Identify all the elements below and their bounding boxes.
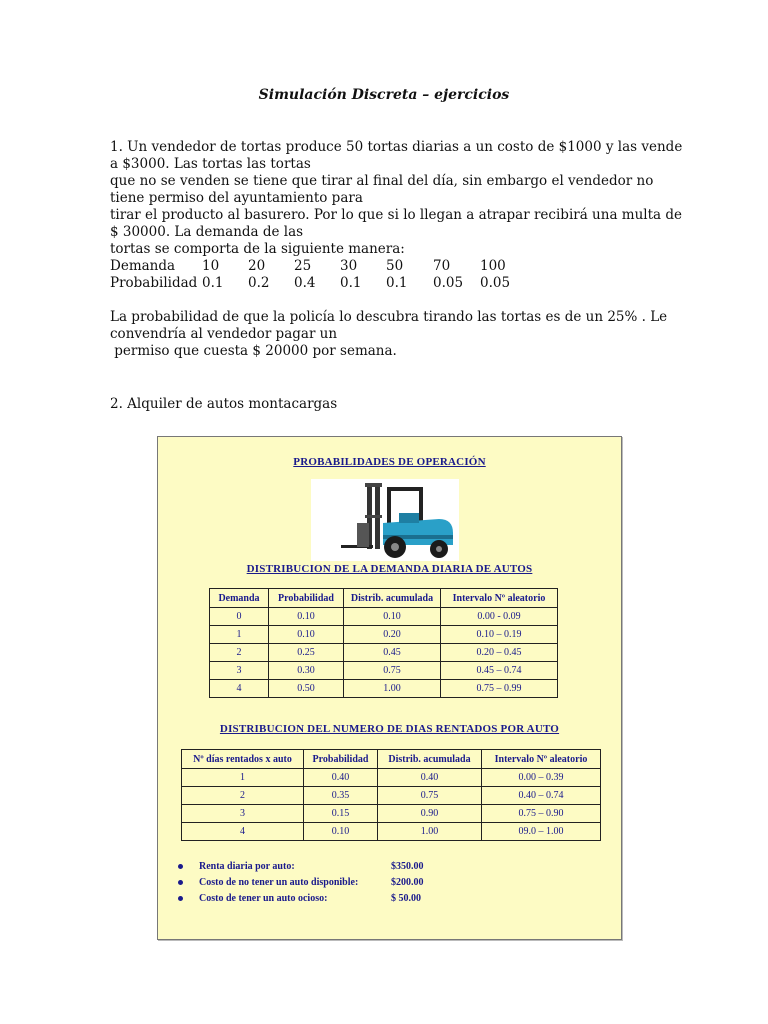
- table-cell: 0.75 – 0.99: [441, 680, 558, 698]
- column-header: Probabilidad: [304, 750, 378, 769]
- cost-value: $350.00: [391, 861, 424, 872]
- text-line: $ 30000. La demanda de las: [110, 224, 304, 240]
- table-cell: 0.10: [344, 608, 441, 626]
- table-header-row: [182, 750, 601, 769]
- page-title: Simulación Discreta – ejercicios: [258, 87, 510, 103]
- bullet-icon: [178, 864, 183, 869]
- table-cell: 0.50: [269, 680, 344, 698]
- table-row: [182, 823, 601, 841]
- table-cell: 0.75 – 0.90: [482, 805, 601, 823]
- table-cell: 0.00 - 0.09: [441, 608, 558, 626]
- demand-value: 100: [480, 257, 506, 274]
- probability-value: 0.1: [202, 274, 224, 291]
- forklift-icon: [311, 479, 459, 561]
- table-cell: 0.40: [304, 769, 378, 787]
- text-line: tirar el producto al basurero. Por lo que si lo llegan a atrapar recibirá una multa de: [110, 207, 682, 223]
- probability-label: Probabilidad: [110, 274, 198, 291]
- table-cell: 0.10: [304, 823, 378, 841]
- demand-value: 25: [294, 257, 312, 274]
- table-row: [210, 644, 558, 662]
- table-cell: 0.40 – 0.74: [482, 787, 601, 805]
- demand-value: 70: [433, 257, 451, 274]
- column-header: Nº días rentados x auto: [182, 750, 304, 769]
- cost-value: $ 50.00: [391, 893, 421, 904]
- probability-row: [110, 274, 510, 291]
- text-line: 2. Alquiler de autos montacargas: [110, 396, 338, 412]
- cost-value: $200.00: [391, 877, 424, 888]
- probability-value: 0.05: [433, 274, 464, 291]
- table-cell: 0.75: [378, 787, 482, 805]
- table-cell: 0.15: [304, 805, 378, 823]
- text-line: convendría al vendedor pagar un: [110, 326, 338, 342]
- table-cell: 0.75: [344, 662, 441, 680]
- forklift-rental-figure: [157, 436, 622, 940]
- table-cell: 0.10: [269, 626, 344, 644]
- table-row: [210, 608, 558, 626]
- column-header: Distrib. acumulada: [344, 589, 441, 608]
- table-cell: 1: [210, 626, 269, 644]
- cost-label: Costo de tener un auto ocioso:: [199, 893, 328, 904]
- table-cell: 0.35: [304, 787, 378, 805]
- bullet-icon: [178, 896, 183, 901]
- exercise-1-text: [110, 139, 683, 258]
- text-line: tiene permiso del ayuntamiento para: [110, 190, 363, 206]
- probability-value: 0.4: [294, 274, 316, 291]
- demand-probability-table: [110, 257, 510, 291]
- probability-value: 0.2: [248, 274, 270, 291]
- panel-heading-probabilities: PROBABILIDADES DE OPERACIÓN: [293, 456, 486, 468]
- table-cell: 0.40: [378, 769, 482, 787]
- table-cell: 2: [182, 787, 304, 805]
- table-cell: 1: [182, 769, 304, 787]
- column-header: Intervalo Nº aleatorio: [441, 589, 558, 608]
- table-cell: 0.45 – 0.74: [441, 662, 558, 680]
- table-row: [210, 662, 558, 680]
- table-cell: 0.90: [378, 805, 482, 823]
- exercise-1-question: [110, 309, 670, 360]
- table-row: [210, 680, 558, 698]
- panel-heading-demand-distribution: DISTRIBUCION DE LA DEMANDA DIARIA DE AUTOS: [246, 563, 533, 575]
- exercise-2-heading: [110, 396, 670, 413]
- table-row: [182, 787, 601, 805]
- table-cell: 4: [210, 680, 269, 698]
- demand-value: 10: [202, 257, 220, 274]
- text-line: 1. Un vendedor de tortas produce 50 tortas diarias a un costo de $1000 y las vende: [110, 139, 683, 155]
- table-row: [210, 626, 558, 644]
- table-cell: 3: [182, 805, 304, 823]
- demand-value: 50: [386, 257, 404, 274]
- cost-label: Costo de no tener un auto disponible:: [199, 877, 359, 888]
- demand-row: [110, 257, 510, 274]
- table-cell: 0.20 – 0.45: [441, 644, 558, 662]
- table-cell: 1.00: [344, 680, 441, 698]
- column-header: Probabilidad: [269, 589, 344, 608]
- text-line: La probabilidad de que la policía lo descubra tirando las tortas es de un 25% . Le: [110, 309, 668, 325]
- table-cell: 3: [210, 662, 269, 680]
- table-cell: 1.00: [378, 823, 482, 841]
- panel-heading-rental-days: DISTRIBUCION DEL NUMERO DE DIAS RENTADOS POR AUTO: [219, 723, 560, 735]
- rental-days-table: [181, 749, 601, 841]
- table-cell: 09.0 – 1.00: [482, 823, 601, 841]
- demand-distribution-table: [209, 588, 558, 698]
- probability-value: 0.1: [340, 274, 362, 291]
- cost-label: Renta diaria por auto:: [199, 861, 295, 872]
- table-cell: 0.10 – 0.19: [441, 626, 558, 644]
- table-cell: 4: [182, 823, 304, 841]
- table-row: [182, 769, 601, 787]
- text-line: tortas se comporta de la siguiente manera:: [110, 241, 405, 257]
- probability-value: 0.05: [480, 274, 511, 291]
- column-header: Distrib. acumulada: [378, 750, 482, 769]
- table-row: [182, 805, 601, 823]
- text-line: a $3000. Las tortas las tortas: [110, 156, 311, 172]
- text-line: que no se venden se tiene que tirar al final del día, sin embargo el vendedor no: [110, 173, 654, 189]
- text-line: permiso que cuesta $ 20000 por semana.: [110, 343, 397, 359]
- bullet-icon: [178, 880, 183, 885]
- table-cell: 0.25: [269, 644, 344, 662]
- demand-label: Demanda: [110, 257, 176, 274]
- table-cell: 0.20: [344, 626, 441, 644]
- table-cell: 0.10: [269, 608, 344, 626]
- table-header-row: [210, 589, 558, 608]
- table-cell: 0.30: [269, 662, 344, 680]
- table-cell: 0: [210, 608, 269, 626]
- table-cell: 0.45: [344, 644, 441, 662]
- column-header: Intervalo Nº aleatorio: [482, 750, 601, 769]
- column-header: Demanda: [210, 589, 269, 608]
- demand-value: 30: [340, 257, 358, 274]
- table-cell: 0.00 – 0.39: [482, 769, 601, 787]
- probability-value: 0.1: [386, 274, 408, 291]
- demand-value: 20: [248, 257, 266, 274]
- table-cell: 2: [210, 644, 269, 662]
